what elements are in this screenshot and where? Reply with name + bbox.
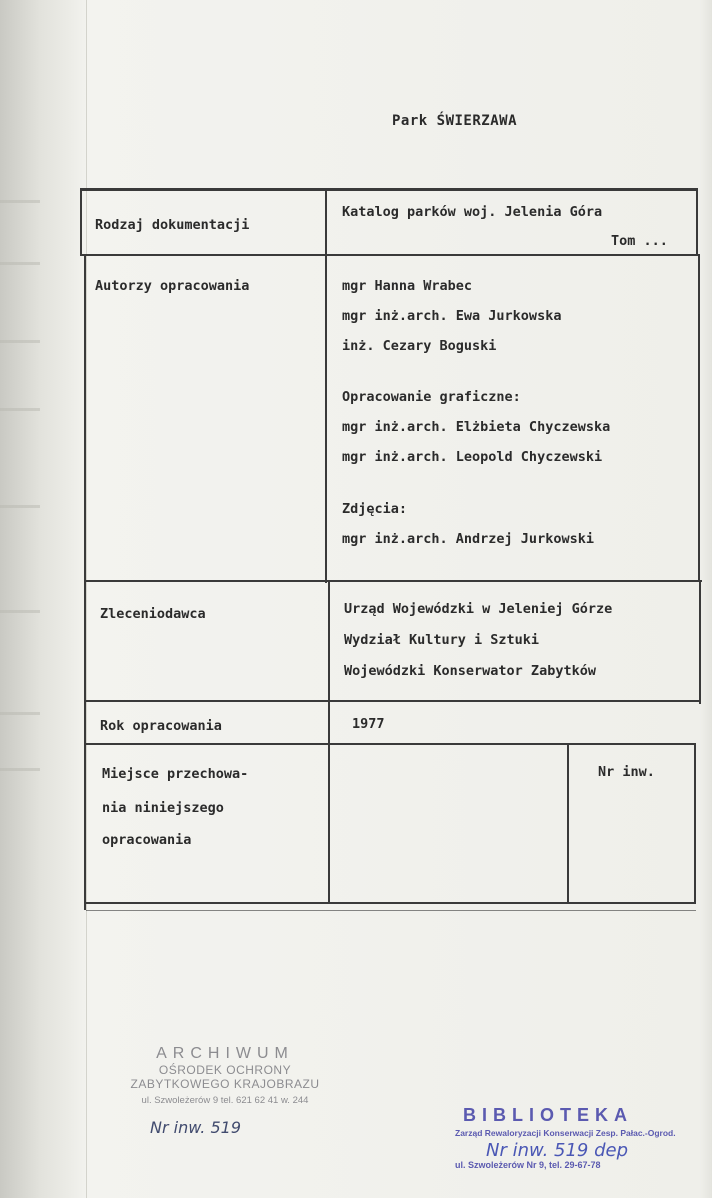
library-inventory-handwriting: Nr inw. 519 dep	[486, 1140, 629, 1161]
row-label-commissioner: Zleceniodawca	[100, 606, 206, 622]
row-label-storage-line-1: Miejsce przechowa-	[102, 766, 249, 782]
archive-stamp-line-2: OŚRODEK OCHRONY	[158, 1063, 292, 1077]
author-3: inż. Cezary Boguski	[342, 338, 497, 354]
commissioner-line-2: Wydział Kultury i Sztuki	[344, 632, 540, 648]
library-stamp-line-2: Zarząd Rewaloryzacji Konserwacji Zesp. Pałac.-Ogrod.	[455, 1128, 676, 1138]
library-stamp-title: BIBLIOTEKA	[463, 1105, 633, 1125]
photos-heading: Zdjęcia:	[342, 501, 408, 517]
author-2: mgr inż.arch. Ewa Jurkowska	[342, 308, 562, 324]
archive-stamp	[110, 1045, 340, 1106]
row-label-storage-line-2: nia niniejszego	[102, 800, 224, 816]
inventory-number-label: Nr inw.	[598, 764, 655, 780]
documentation-volume: Tom ...	[611, 233, 668, 249]
year-value: 1977	[352, 716, 385, 732]
row-label-authors: Autorzy opracowania	[95, 278, 250, 294]
commissioner-line-3: Wojewódzki Konserwator Zabytków	[344, 663, 596, 679]
photos-author-1: mgr inż.arch. Andrzej Jurkowski	[342, 531, 594, 547]
graphics-author-2: mgr inż.arch. Leopold Chyczewski	[342, 449, 603, 465]
row-label-documentation-type: Rodzaj dokumentacji	[95, 217, 250, 233]
documentation-type-value: Katalog parków woj. Jelenia Góra	[342, 204, 603, 220]
archive-stamp-address: ul. Szwoleżerów 9 tel. 621 62 41 w. 244	[141, 1095, 309, 1106]
archive-stamp-line-3: ZABYTKOWEGO KRAJOBRAZU	[130, 1077, 320, 1091]
library-stamp-address: ul. Szwoleżerów Nr 9, tel. 29-67-78	[455, 1160, 601, 1170]
graphics-heading: Opracowanie graficzne:	[342, 389, 521, 405]
row-label-storage-line-3: opracowania	[102, 832, 192, 848]
row-label-year: Rok opracowania	[100, 718, 222, 734]
graphics-author-1: mgr inż.arch. Elżbieta Chyczewska	[342, 419, 611, 435]
archive-stamp-title: ARCHIWUM	[156, 1045, 294, 1062]
commissioner-line-1: Urząd Wojewódzki w Jeleniej Górze	[344, 601, 613, 617]
author-1: mgr Hanna Wrabec	[342, 278, 473, 294]
document-title: Park ŚWIERZAWA	[392, 113, 518, 129]
archive-inventory-handwriting: Nr inw. 519	[150, 1118, 241, 1137]
